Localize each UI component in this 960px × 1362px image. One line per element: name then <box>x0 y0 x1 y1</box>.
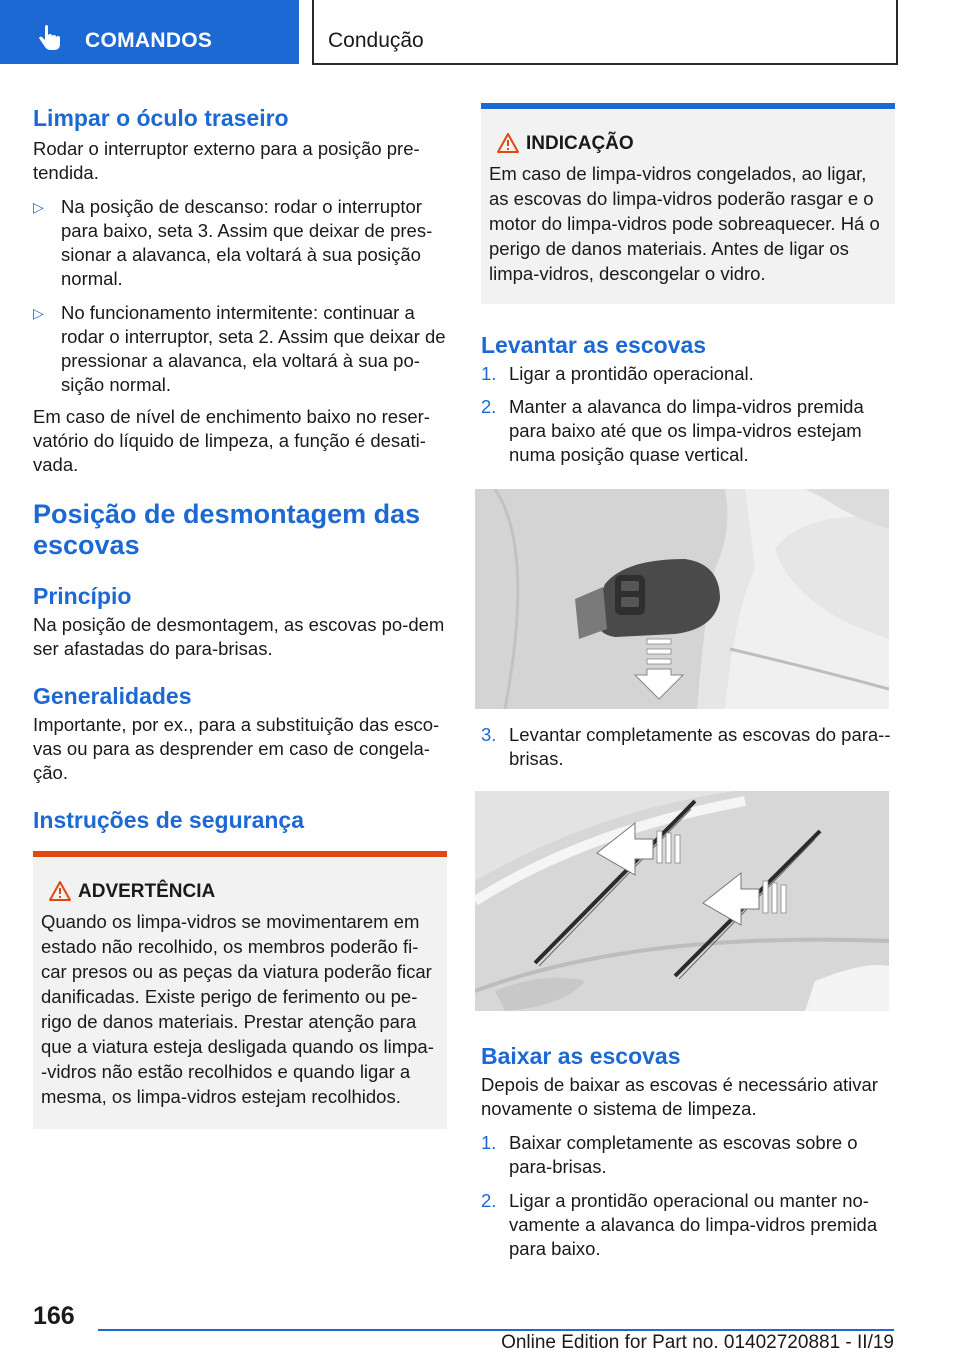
hand-pointer-icon <box>34 24 64 54</box>
fluid-level-text: Em caso de nível de enchimento baixo no reser-vatório do líquido de limpeza, a função é desati-vada. <box>33 406 430 475</box>
warning-triangle-icon <box>497 133 519 153</box>
left-column <box>33 103 447 1129</box>
footer-edition: Online Edition for Part no. 01402720881 - II/19 <box>501 1332 894 1353</box>
list-item: 1. Baixar completamente as escovas sobre o para-brisas. <box>481 1132 858 1177</box>
list-item: 3. Levantar completamente as escovas do para--brisas. <box>481 724 891 769</box>
rear-window-text: Rodar o interruptor externo para a posição pre-tendida. <box>33 138 420 183</box>
page-number: 166 <box>33 1302 75 1330</box>
wipers-raised-drawing <box>475 791 889 1011</box>
general-text: Importante, por ex., para a substituição das esco-vas ou para as desprender em caso de congela-ção. <box>33 714 440 783</box>
list-item: ▷ No funcionamento intermitente: continuar a rodar o interruptor, seta 2. Assim que deixar de pressionar a alavanca, ela voltará à sua po-sição normal. <box>33 302 446 395</box>
heading-rear-window: Limpar o óculo traseiro <box>33 105 289 131</box>
heading-general: Generalidades <box>33 683 192 709</box>
list-item: 2. Manter a alavanca do limpa-vidros premida para baixo até que os limpa-vidros estejam numa posição quase vertical. <box>481 396 864 465</box>
wipers-raised-illustration <box>475 791 889 1011</box>
warning-text: Quando os limpa-vidros se movimentarem em estado não recolhido, os membros poderão fi-car presos ou as peças da viatura poderão ficar danificadas. Existe perigo de ferimento ou pe-rigo de danos materiais. Prestar atenção para que a viatura esteja desligada quando os limpa--vidros não estão recolhidos e quando ligar a mesma, os limpa-vidros estejam recolhidos. <box>41 911 434 1107</box>
heading-lower-wipers: Baixar as escovas <box>481 1043 681 1069</box>
triangle-bullet-icon: ▷ <box>33 199 44 215</box>
warning-box <box>33 851 447 1129</box>
footer-divider <box>98 1329 894 1331</box>
note-title: INDICAÇÃO <box>489 131 887 157</box>
heading-service-position: Posição de desmontagem das escovas <box>33 499 421 560</box>
heading-principle: Princípio <box>33 583 132 609</box>
section-tab-label: COMANDOS <box>85 29 213 52</box>
list-item: 1. Ligar a prontidão operacional. <box>481 363 754 384</box>
lower-wipers-text: Depois de baixar as escovas é necessário ativar novamente o sistema de limpeza. <box>481 1074 878 1119</box>
right-column <box>481 103 895 1261</box>
note-text: Em caso de limpa-vidros congelados, ao ligar, as escovas do limpa-vidros poderão rasgar e o motor do limpa-vidros pode sobreaquecer. Há o perigo de danos materiais. Antes de ligar os limpa-vidros, descongelar o vidro. <box>489 163 880 284</box>
chapter-tab-label: Condução <box>328 29 424 52</box>
principle-text: Na posição de desmontagem, as escovas po-dem ser afastadas do para-brisas. <box>33 614 445 659</box>
warning-title: ADVERTÊNCIA <box>41 879 439 905</box>
list-item: 2. Ligar a prontidão operacional ou manter no-vamente a alavanca do limpa-vidros premida para baixo. <box>481 1190 878 1259</box>
section-tab-comandos[interactable] <box>0 0 299 64</box>
chapter-tab[interactable] <box>312 0 898 65</box>
warning-triangle-icon <box>49 881 71 901</box>
heading-safety: Instruções de segurança <box>33 807 304 833</box>
note-box <box>481 103 895 304</box>
triangle-bullet-icon: ▷ <box>33 305 44 321</box>
heading-raise-wipers: Levantar as escovas <box>481 332 707 358</box>
wiper-lever-drawing <box>475 489 889 709</box>
wiper-lever-illustration <box>475 489 889 709</box>
list-item: ▷ Na posição de descanso: rodar o interruptor para baixo, seta 3. Assim que deixar de pres-sionar a alavanca, ela voltará à sua posição normal. <box>33 196 433 289</box>
